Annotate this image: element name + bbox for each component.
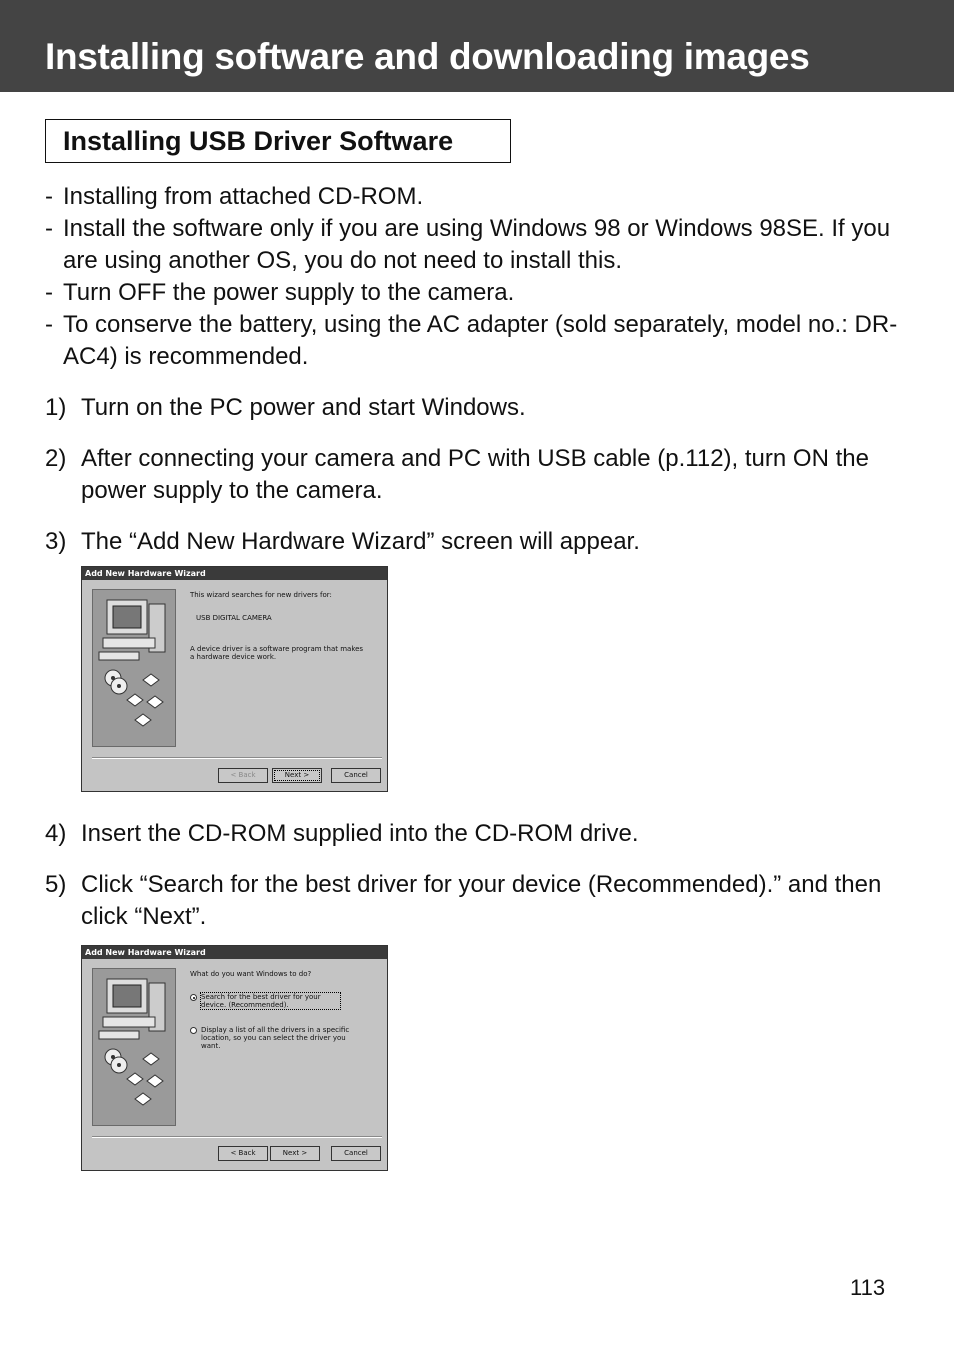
- cancel-button[interactable]: Cancel: [331, 768, 381, 783]
- computer-illustration-icon: [92, 589, 176, 747]
- step-text: The “Add New Hardware Wizard” screen will appear.: [81, 528, 640, 555]
- step-text: Turn on the PC power and start Windows.: [81, 394, 526, 421]
- step-number: 1): [45, 394, 67, 421]
- step-5: [45, 869, 915, 933]
- step-number: 4): [45, 820, 67, 847]
- next-button[interactable]: Next >: [270, 1146, 320, 1161]
- bullet-item: - To conserve the battery, using the AC adapter (sold separately, model no.: DR-AC4) is recommended.: [45, 309, 915, 373]
- radio-display-list[interactable]: [190, 1027, 197, 1034]
- radio-search-best-driver[interactable]: [190, 994, 197, 1001]
- step-number: 2): [45, 445, 67, 472]
- step-text: Insert the CD-ROM supplied into the CD-ROM drive.: [81, 820, 639, 847]
- next-button[interactable]: Next >: [272, 768, 322, 783]
- page-header: [0, 0, 954, 92]
- step-number: 5): [45, 871, 67, 898]
- wizard-dialog-screenshot-2: [81, 945, 388, 1171]
- dialog-separator: [92, 757, 382, 759]
- dialog-separator: [92, 1136, 382, 1138]
- step-3: [45, 526, 915, 558]
- cancel-button[interactable]: Cancel: [331, 1146, 381, 1161]
- bullet-item: - Turn OFF the power supply to the camera.: [45, 277, 915, 309]
- device-name-text: USB DIGITAL CAMERA: [196, 614, 272, 622]
- section-heading-box: [45, 119, 511, 163]
- step-1: [45, 392, 915, 424]
- back-button[interactable]: < Back: [218, 1146, 268, 1161]
- dialog-title-bar: Add New Hardware Wizard: [82, 946, 387, 959]
- prerequisite-list: [45, 181, 915, 373]
- step-text: Click “Search for the best driver for your device (Recommended).” and then click “Next”.: [81, 871, 882, 930]
- step-2: [45, 443, 915, 507]
- page-number: 113: [850, 1275, 886, 1300]
- step-number: 3): [45, 528, 67, 555]
- option-display-list-label[interactable]: Display a list of all the drivers in a specific location, so you can select the driver you want.: [201, 1026, 350, 1050]
- computer-illustration-icon: [92, 968, 176, 1126]
- step-text: After connecting your camera and PC with USB cable (p.112), turn ON the power supply to the camera.: [81, 445, 869, 504]
- step-4: [45, 818, 915, 850]
- bullet-item: - Install the software only if you are using Windows 98 or Windows 98SE. If you are using another OS, you do not need to install this.: [45, 213, 915, 277]
- dialog-title-bar: Add New Hardware Wizard: [82, 567, 387, 580]
- back-button[interactable]: < Back: [218, 768, 268, 783]
- wizard-dialog-screenshot-1: [81, 566, 388, 792]
- dialog-question-text: What do you want Windows to do?: [190, 970, 312, 978]
- dialog-intro-text: This wizard searches for new drivers for:: [190, 591, 332, 599]
- dialog-description-text: A device driver is a software program that makes a hardware device work.: [190, 645, 364, 661]
- section-title: Installing USB Driver Software: [63, 126, 454, 156]
- page-title: Installing software and downloading images: [45, 36, 810, 77]
- option-search-label[interactable]: Search for the best driver for your device. (Recommended).: [201, 993, 340, 1009]
- bullet-item: - Installing from attached CD-ROM.: [45, 181, 915, 213]
